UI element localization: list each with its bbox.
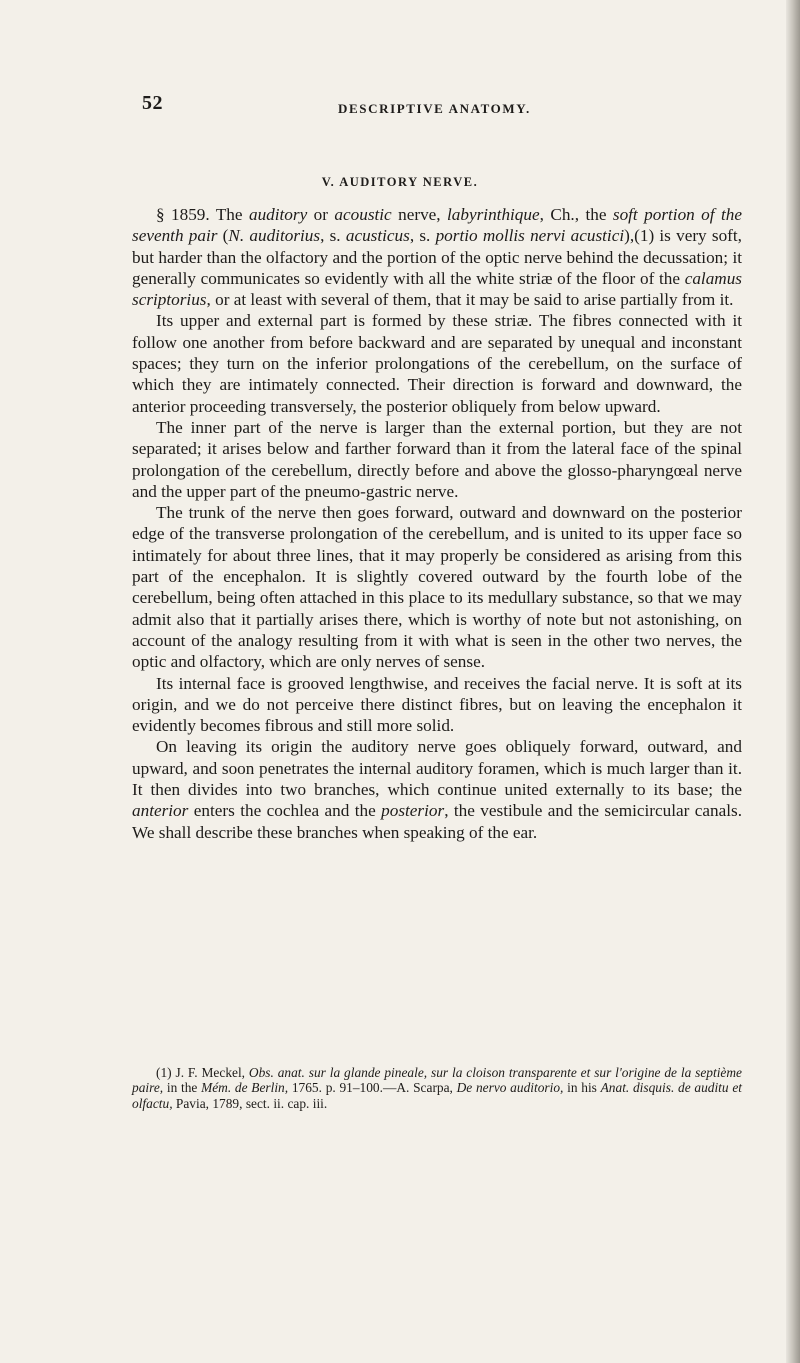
paragraph-course: On leaving its origin the auditory nerve goes obliquely forward, outward, and upward, and soon penetrates the internal auditory foramen, which is much larger than it. It then divides into two branches, which continue united externally to its base; the anterior enters the cochlea and the posterior, the vestibule and the semicircular canals. We shall describe these branches when speaking of the ear.: [132, 737, 743, 842]
paragraph-inner-part: The inner part of the nerve is larger than the external portion, but they are not separated; it arises below and farther forward than it from the lateral face of the spinal prolongation of the cerebellum, directly before and above the glosso-pharyngœal nerve and the upper part of the pneumo-gastric nerve.: [132, 417, 742, 501]
paragraph-1859: § 1859. The auditory or acoustic nerve, labyrinthique, Ch., the soft portion of the seventh pair (N. auditorius, s. acusticus, s. portio mollis nervi acustici),(1) is very soft, but harder than the olfactory and the portion of the optic nerve behind the decussation; it generally communicates so evidently with all the white striæ of the floor of the calamus scriptorius, or at least with several of them, that it may be said to arise partially from it.: [132, 205, 742, 310]
paragraph-trunk: The trunk of the nerve then goes forward, outward and downward on the posterior edge of the transverse prolongation of the cerebellum, and is united to its upper face so intimately for about three lines, that it may properly be considered as arising from this part of the encephalon. It is slightly covered outward by the fourth lobe of the cerebellum, being often attached in this place to its medullary substance, so that we may admit also that it partially arises there, which is worthy of note but not astonishing, on account of the analogy resulting from it with what is seen in the other two nerves, the optic and olfactory, which are only nerves of sense.: [132, 503, 742, 672]
running-head: DESCRIPTIVE ANATOMY.: [338, 101, 531, 116]
paragraph-internal-face: Its internal face is grooved lengthwise, and receives the facial nerve. It is soft at its origin, and we do not perceive there distinct fibres, but on leaving the encephalon it evidently becomes fibrous and still more solid.: [132, 673, 742, 736]
page-edge-shadow: [786, 0, 800, 1363]
paragraph-upper-part: Its upper and external part is formed by these striæ. The fibres connected with it follow one another from before backward and are separated by unequal and inconstant spaces; they turn on the inferior prolongations of the cerebellum, on the surface of which they are intimately connected. Their direction is forward and downward, the anterior proceeding transversely, the posterior obliquely from below upward.: [132, 311, 742, 416]
footnote-1: (1) J. F. Meckel, Obs. anat. sur la glande pineale, sur la cloison transparente et sur l'origine de la septième paire, in the Mém. de Berlin, 1765. p. 91–100.—A. Scarpa, De nervo auditorio, in his Anat. disquis. de auditu et olfactu, Pavia, 1789, sect. ii. cap. iii.: [132, 1065, 742, 1111]
section-title: V. AUDITORY NERVE.: [321, 175, 479, 189]
page-header: [142, 92, 702, 122]
body-text: [132, 204, 742, 843]
footnote: [132, 1065, 742, 1111]
page-number: 52: [142, 92, 163, 114]
